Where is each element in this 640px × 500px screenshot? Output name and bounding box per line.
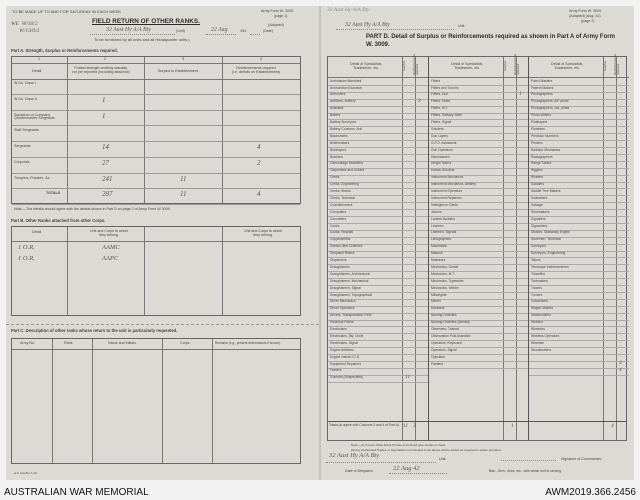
part-d-item-label: Fitters, Railway Steel bbox=[431, 113, 462, 118]
part-d-item-label: Shoemakers bbox=[531, 209, 550, 214]
part-d-item-label: Fitters and Turners bbox=[431, 85, 459, 90]
archive-name: AUSTRALIAN WAR MEMORIAL bbox=[4, 487, 149, 498]
part-d-item-label: Cooks, Hospital bbox=[330, 230, 354, 235]
part-d-item-label: Farriers bbox=[330, 368, 342, 373]
totals-col2-reinf: 1 bbox=[511, 423, 514, 429]
part-d-item-label: Plumbers bbox=[531, 126, 545, 131]
margin-note: WE W/10/2 W/13/0/2 bbox=[11, 21, 40, 35]
part-b-col-unit-2: Unit and Corps to which they belong. bbox=[244, 229, 283, 238]
part-d-item-label: Battery Surveyors bbox=[330, 120, 357, 124]
part-a-cell-c1: 14 bbox=[102, 143, 109, 151]
part-d-item-label: Linemen bbox=[431, 223, 444, 228]
col-head-detail: Detail. bbox=[32, 69, 43, 73]
archive-ref: AWM2019.366.2456 bbox=[545, 487, 636, 498]
part-d-item-label: Operators, Keyboard bbox=[431, 340, 462, 345]
part-a-cell-c3: 2 bbox=[257, 158, 261, 167]
note-2: (ii) Any Authorised Trades or Specialists not included in list above will be added as required in space provided. bbox=[351, 448, 502, 452]
part-d-item-label: Gun Layers bbox=[431, 133, 449, 138]
part-b-table bbox=[11, 226, 301, 316]
part-d-item-label: Wheelers bbox=[531, 327, 545, 331]
part-d-item-label: Fitters, Signal bbox=[431, 120, 452, 124]
part-d-item-label: Printers bbox=[531, 140, 543, 145]
part-d-head-surplus: Surplus bbox=[603, 60, 607, 71]
part-d-item-label: Miners bbox=[431, 299, 441, 304]
part-d-item-label: Drivers, Transportation Field bbox=[330, 313, 372, 318]
part-a-row-label: Sergeants bbox=[14, 144, 31, 148]
part-d-head-reinf: Reinforcements required bbox=[412, 53, 419, 75]
part-d-item-label: Tracers bbox=[531, 285, 543, 290]
part-d-item-label: Operators, Signal bbox=[431, 347, 457, 352]
part-a-cell-c1: 1 bbox=[102, 111, 106, 120]
part-a-cell-c1: 1 bbox=[102, 95, 106, 104]
despatch-line bbox=[389, 473, 447, 474]
part-d-item-label: Welders bbox=[531, 320, 544, 325]
col-num-3: 3 bbox=[182, 57, 184, 61]
part-d-item-label: Engine Artificers bbox=[330, 347, 354, 352]
part-a-row bbox=[12, 142, 300, 158]
part-d-item-label: Electricians, Signal bbox=[330, 340, 358, 345]
date-year: 194 bbox=[240, 29, 246, 33]
col-head-surplus: Surplus to Establishment. bbox=[158, 69, 199, 73]
despatch-suffix: Bde., Divn., Area, etc., with which unit is serving. bbox=[489, 469, 562, 473]
part-d-item-label: Platelayers bbox=[531, 120, 548, 124]
part-d-item-label: Clerks bbox=[330, 175, 340, 180]
part-d-item-label: Blacksmiths bbox=[330, 133, 348, 138]
part-d-item-label: Fitters, Motor bbox=[431, 99, 451, 104]
part-d-item-label: Masseurs bbox=[431, 258, 446, 262]
part-d-head-reinf: Reinforcements required bbox=[613, 53, 620, 75]
unit-suffix-2: Unit. bbox=[458, 24, 466, 28]
part-d-item-reinf: 1 bbox=[519, 91, 522, 98]
unit-handwritten-2: 32 Aust Hy A/A Bty bbox=[345, 22, 390, 28]
part-a-row-label: Troopers, Privates, &c. bbox=[14, 175, 51, 180]
part-d-item-label: Observation Post Assistant bbox=[431, 333, 471, 338]
part-d-item-label: Radiographers bbox=[531, 154, 553, 159]
part-d-item-label: Electrical Fitters bbox=[330, 320, 354, 325]
part-c-heading: Part C. Description of other ranks whose return to the unit is particularly requested. bbox=[11, 328, 178, 333]
unit-handwritten: 32 Aust Hy A/A Bty bbox=[106, 27, 151, 33]
signature-unit-line bbox=[326, 462, 436, 463]
part-d-item-label: Harnessmen bbox=[431, 154, 450, 159]
part-d-item-reinf: 3 bbox=[418, 98, 421, 105]
part-d-item-label: Instrument Mechanics bbox=[431, 175, 464, 180]
part-d-item-label: Photo-Writers bbox=[531, 113, 552, 118]
part-d-item-label: Nursing Orderlies bbox=[431, 313, 457, 318]
part-d-item-label: Saddlers bbox=[531, 182, 545, 187]
part-a-row bbox=[12, 189, 300, 205]
part-d-item-label: Watchmakers bbox=[531, 313, 552, 318]
part-b-heading: Part B. Other Ranks attached from other Corps. bbox=[11, 218, 106, 223]
page-1 bbox=[6, 6, 319, 480]
part-d-item-label: Patrol Masters bbox=[531, 78, 553, 83]
despatch-date-handwritten: 22 Aug 42 bbox=[393, 465, 420, 472]
part-a-row bbox=[12, 111, 300, 127]
col-num-2: 2 bbox=[104, 57, 106, 61]
part-d-item-label: Toolmakers bbox=[531, 278, 548, 283]
col-head-posted: Posted strength omitting casualty not yet reported (including attached) bbox=[72, 66, 130, 75]
part-d-item-label: Draughtsmen, Signal bbox=[330, 285, 361, 290]
unit-line bbox=[90, 34, 175, 35]
part-d-item-label: Boilermakers bbox=[330, 140, 350, 145]
part-d-item-label: Signallers bbox=[531, 216, 546, 221]
part-d-head-surplus: Surplus bbox=[503, 60, 507, 71]
part-d-item-label: Electricians bbox=[330, 327, 347, 331]
form-title: FIELD RETURN OF OTHER RANKS. bbox=[92, 18, 200, 25]
col-num-1: 1 bbox=[38, 57, 40, 61]
scanned-document bbox=[6, 6, 634, 480]
part-d-item-label: Nursing Orderlies (Mental) bbox=[431, 320, 470, 325]
page-number: (page 1) bbox=[274, 14, 288, 18]
part-d-item-label: Salvage bbox=[531, 202, 543, 207]
part-d-item-label: Photographers, AIF photo bbox=[531, 99, 569, 104]
part-d-item-label: Pattern Makers bbox=[531, 85, 554, 90]
part-d-item-label: Gunners (Unspecified) bbox=[330, 375, 363, 380]
part-a-cell-c1: 27 bbox=[102, 158, 109, 167]
part-d-item-label: Fitters, M.T. bbox=[431, 106, 449, 111]
part-c-col-name: Name and Initials. bbox=[108, 341, 137, 345]
footer-code: A.F. 11a 8m 7-10 bbox=[14, 471, 37, 475]
part-d-item-label: Ambulance Attendant bbox=[330, 78, 362, 83]
part-a-row-label: Squadron or Company Quartermaster-Sergeants bbox=[14, 112, 55, 121]
totals-col1-reinf: 3 bbox=[413, 423, 416, 429]
part-c-table bbox=[11, 338, 301, 464]
part-d-item-label: Cooks bbox=[330, 223, 340, 228]
part-d-item-reinf: 4 bbox=[619, 360, 622, 367]
part-d-item-label: Draughtsmen, Topographical bbox=[330, 292, 373, 297]
adopted-label: (Adopted) bbox=[268, 23, 284, 27]
part-a-row bbox=[12, 174, 300, 190]
part-d-head-surplus: Surplus bbox=[402, 60, 406, 71]
part-d-item-label: Gun Operators bbox=[431, 147, 453, 152]
part-d-head-detail: Detail of Specialists, Tradesmen, etc. bbox=[551, 62, 584, 71]
part-c-col-rank: Rank. bbox=[64, 341, 74, 345]
part-d-item-label: Camouflage Modellers bbox=[330, 161, 363, 166]
fold-line bbox=[6, 324, 319, 325]
part-a-row-label: TOTALS bbox=[46, 191, 61, 196]
part-d-item-label: Lantern Builders bbox=[431, 216, 456, 221]
part-d-item-label: Equipment Repairers bbox=[330, 361, 361, 366]
part-b-row-1-unit: AAMC bbox=[102, 244, 120, 251]
part-d-item-label: Predictor Numbers bbox=[531, 133, 559, 138]
part-b-row-2-detail: 1 O.R. bbox=[18, 255, 35, 262]
part-d-group-3 bbox=[528, 53, 629, 440]
part-d-item-label: Masons bbox=[431, 251, 443, 256]
part-d-item-label: G.P.O. Assistants bbox=[431, 140, 457, 145]
part-d-item-label: Wiremen bbox=[531, 340, 545, 345]
part-d-item-label: Range Takers bbox=[531, 161, 552, 166]
part-d-item-label: Coppersmiths bbox=[330, 237, 351, 242]
col-head-reinf: Reinforcements required (i.e. deficits on Establishment) bbox=[232, 66, 280, 75]
part-d-item-label: Driver Mechanics bbox=[330, 299, 356, 304]
signature-unit-handwritten: 32 Aust Hy A/A Bty bbox=[329, 452, 380, 459]
part-d-item-label: Riggers bbox=[531, 168, 543, 173]
part-d-item-label: Linemen, Signals bbox=[431, 230, 457, 235]
part-b-col-detail: Detail. bbox=[32, 230, 43, 234]
despatch-label: Date of Despatch bbox=[345, 469, 373, 473]
part-d-item-label: Moulders bbox=[431, 306, 445, 311]
date-handwritten: 22 Aug bbox=[211, 27, 228, 33]
part-d-item-label: Mechanics, M.T. bbox=[431, 271, 455, 276]
part-d-item-label: Dental Clerk Orderlies bbox=[330, 244, 363, 249]
part-d-item-label: Vulcanizers bbox=[531, 299, 548, 304]
part-d-head-detail: Detail of Specialists, Tradesmen, etc. bbox=[350, 62, 383, 71]
part-a-cell-c2: 11 bbox=[180, 190, 187, 199]
unit-line-2 bbox=[336, 29, 454, 30]
part-a-cell-c3: 4 bbox=[257, 190, 261, 199]
page-number-2: (page 2) bbox=[581, 19, 595, 23]
part-d-item-label: Height Takers bbox=[431, 161, 452, 166]
part-d-item-label: Painters bbox=[431, 361, 444, 366]
part-a-cell-c3: 4 bbox=[257, 143, 261, 151]
part-d-item-label: Butchers bbox=[330, 154, 344, 159]
part-d-group-1 bbox=[328, 53, 428, 440]
part-a-row-label: W.Os. Class II. bbox=[14, 96, 38, 101]
part-d-item-label: Millwrights bbox=[431, 292, 447, 297]
part-a-row bbox=[12, 79, 300, 95]
part-d-table bbox=[327, 53, 627, 441]
totals-divider bbox=[328, 421, 626, 422]
form-ref-2-adopted: (Adopted) (Aug. 41) bbox=[569, 14, 601, 18]
part-d-item-surplus: 11 bbox=[405, 374, 411, 381]
part-d-item-label: Woodworkers bbox=[531, 347, 552, 352]
part-d-item-label: Hollow Grinders bbox=[431, 168, 455, 173]
part-d-item-label: Electricians, Bty. Circle bbox=[330, 333, 364, 338]
unit-suffix: (Unit) bbox=[176, 29, 185, 33]
part-d-item-label: Assistant bbox=[330, 106, 344, 111]
subtitle: To be furnished by all units and all Headquarter units.) bbox=[94, 37, 190, 42]
part-c-col-corps: Corps. bbox=[180, 341, 191, 345]
part-d-item-label: Armourers bbox=[330, 92, 346, 97]
part-c-col-armyno: Army No. bbox=[20, 341, 35, 345]
part-d-item-label: Photographers bbox=[531, 92, 553, 97]
part-d-item-label: Observers, Trained bbox=[431, 327, 460, 331]
totals-label: Totals (to agree with Columns 3 and 4 of Part A) bbox=[329, 423, 400, 427]
part-d-item-label: Grinders bbox=[431, 126, 444, 131]
part-d-head-reinf: Reinforcements required bbox=[513, 53, 520, 75]
part-d-item-label: Opticians bbox=[431, 354, 445, 359]
archive-footer bbox=[0, 484, 640, 500]
part-d-item-label: Fitters bbox=[431, 78, 441, 83]
totals-col3-reinf: 4 bbox=[611, 423, 614, 429]
part-d-item-reinf: 4 bbox=[619, 367, 622, 374]
part-d-item-label: Bricklayers bbox=[330, 147, 347, 152]
part-d-item-label: Machinists bbox=[431, 244, 447, 249]
part-d-item-label: Draughtsmen bbox=[330, 264, 350, 269]
part-d-item-label: Clerks, Stores bbox=[330, 189, 351, 193]
date-line bbox=[206, 34, 236, 35]
part-d-item-label: Surveyors bbox=[531, 244, 546, 249]
part-d-item-label: Wagon Makers bbox=[531, 306, 554, 311]
part-d-item-label: Coachtrimmers bbox=[330, 202, 353, 207]
part-a-row bbox=[12, 158, 300, 174]
part-c-col-remarks: Remarks (e.g., present whereabouts if known). bbox=[215, 341, 282, 345]
part-d-item-label: Telescope Instrumentmen bbox=[531, 264, 569, 269]
part-d-item-label: Tailors bbox=[531, 258, 541, 262]
part-d-item-label: Mechanics, Dental bbox=[431, 264, 459, 269]
form-ref-2: Army Form W. 3009 bbox=[569, 9, 601, 13]
part-d-item-label: Draughtsmen, Mechanical bbox=[330, 278, 369, 283]
part-d-item-label: Tinsmiths bbox=[531, 271, 545, 276]
part-d-item-label: Draughtsmen, Architectural bbox=[330, 271, 370, 276]
part-d-item-label: Bakers bbox=[330, 113, 341, 118]
date-suffix: (Date) bbox=[263, 29, 273, 33]
part-d-item-label: Photographers, ord. prints bbox=[531, 106, 570, 111]
bleed-through-text: 32 Aust Hy A/A Bty bbox=[327, 7, 370, 13]
part-b-row-2-unit: AAPC bbox=[102, 255, 119, 262]
part-d-item-label: Instrument Repairers bbox=[431, 195, 462, 200]
part-d-item-label: Computers bbox=[330, 209, 347, 214]
part-d-item-label: Battery Counters, Anti bbox=[330, 126, 363, 131]
part-d-head-detail: Detail of Specialists, Tradesmen, etc. bbox=[451, 62, 484, 71]
part-d-item-label: Wireless Operators bbox=[531, 333, 560, 338]
signature-line bbox=[501, 460, 556, 461]
page-2 bbox=[321, 6, 634, 480]
part-d-item-label: Stokers, Stationary Engine bbox=[531, 230, 571, 235]
part-d-item-label: Surveyors, Engineering bbox=[531, 251, 566, 256]
part-d-item-label: Carpenters and Joiners bbox=[330, 168, 365, 173]
part-d-item-label: Despatch Riders bbox=[330, 251, 355, 256]
part-a-cell-c1: 287 bbox=[102, 190, 113, 199]
part-a-heading: Part A. Strength, Surplus or Reinforcements required. bbox=[11, 48, 118, 53]
part-d-columns bbox=[328, 53, 626, 440]
signature-label: Signature of Commander. bbox=[561, 457, 602, 461]
part-d-item-label: Driver Operators bbox=[330, 306, 355, 311]
part-d-group-2 bbox=[428, 53, 529, 440]
part-a-table bbox=[11, 56, 301, 204]
part-b-col-unit: Unit and Corps to which they belong. bbox=[90, 229, 129, 238]
part-d-item-label: Radiator Mechanics bbox=[531, 147, 561, 152]
note-1: Note.—(i) If more Other Rank Private is involved give details on back. bbox=[351, 443, 447, 447]
part-d-item-label: Concreters bbox=[330, 216, 347, 221]
part-d-item-label: Engine Hands I.C.E. bbox=[330, 354, 360, 359]
part-a-row bbox=[12, 95, 300, 111]
part-d-item-label: Storemen, Technical bbox=[531, 237, 561, 242]
part-a-row-label: W.Os. Class I. bbox=[14, 81, 37, 85]
totals-col1-surplus: 11 bbox=[403, 423, 409, 429]
part-d-item-label: Signwriters bbox=[531, 223, 548, 228]
form-ref: Army Form W. 3009 bbox=[261, 9, 293, 13]
part-d-item-label: Riveters bbox=[531, 175, 544, 180]
part-a-note: Note.—The details should agree with the details shown in Part D on page 2 of Army Form W 3009. bbox=[14, 207, 171, 211]
part-d-title: PART D. Detail of Surplus or Reinforcements required as shown in Part A of Army Form W. 3009. bbox=[366, 34, 615, 48]
col-num-4: 4 bbox=[260, 57, 262, 61]
year-line bbox=[250, 34, 260, 35]
part-a-cell-c1: 241 bbox=[102, 174, 113, 183]
part-d-item-label: Saddle Tree Makers bbox=[531, 189, 561, 193]
part-d-item-label: Turners bbox=[531, 292, 543, 297]
part-d-item-label: Intelligence Clerks bbox=[431, 202, 458, 207]
part-d-item-label: Mechanics, Welder bbox=[431, 285, 459, 290]
part-a-rows bbox=[12, 79, 300, 203]
part-a-row-label: Corporals bbox=[14, 159, 30, 164]
part-a-row bbox=[12, 126, 300, 142]
part-d-item-label: Clerks, Engineering bbox=[330, 182, 359, 187]
part-d-item-label: Joiners bbox=[431, 209, 442, 214]
part-d-item-label: Instrument Mechanics, Artillery bbox=[431, 182, 476, 187]
part-a-row-label: Staff Sergeants bbox=[14, 128, 39, 133]
unit-label: Unit. bbox=[439, 457, 447, 461]
part-d-item-label: Ammunition Examiner bbox=[330, 85, 363, 90]
part-d-item-label: Artificers, Artillery bbox=[330, 99, 356, 104]
part-d-item-label: Mechanics, Typewriter bbox=[431, 278, 464, 283]
part-b-row-1-detail: 1 O.R. bbox=[18, 244, 35, 251]
part-d-item-label: Instrument Operators bbox=[431, 189, 463, 193]
top-note: TO BE MADE UP TO AND FOR SATURDAY IN EACH WEEK bbox=[12, 9, 122, 14]
part-d-item-label: Dispensers bbox=[330, 258, 347, 262]
part-d-item-label: Fitters, Gun bbox=[431, 92, 449, 97]
part-d-item-label: Clerks, Technical bbox=[330, 195, 355, 200]
part-d-item-label: Lithographers bbox=[431, 237, 452, 242]
part-d-item-label: Sailmakers bbox=[531, 195, 548, 200]
part-a-cell-c2: 11 bbox=[180, 174, 187, 183]
